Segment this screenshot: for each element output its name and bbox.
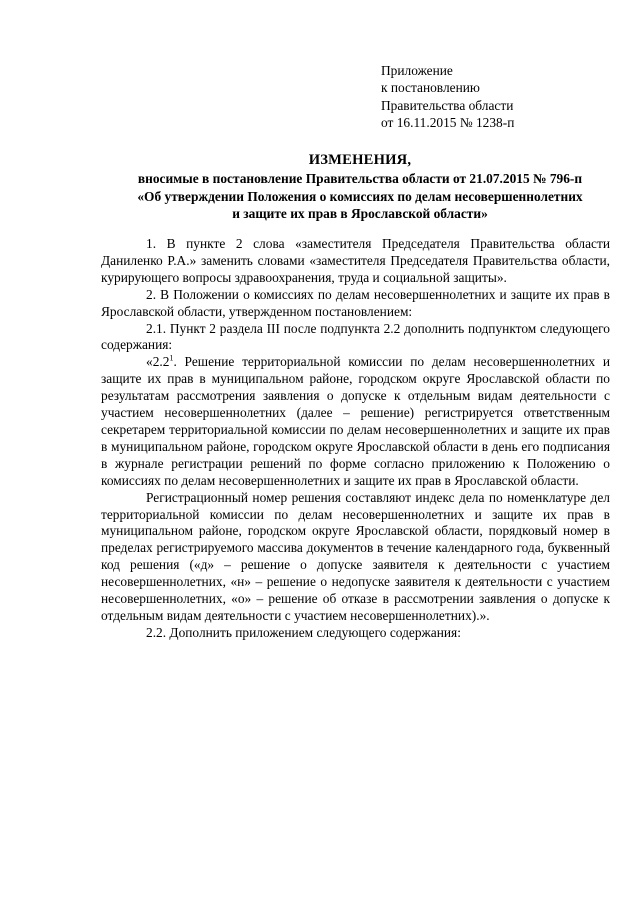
clause-text: . Решение территориальной комиссии по делам несовершеннолетних и защите их прав в муниципальном районе, городском округе Ярославской области по результатам рассмотрения заявления о допуске к отдельным видам деятельности с участием несовершеннолетних (далее – решение) регистрируется ответственным секретарем территориальной комиссии по делам несовершеннолетних и защите их прав в муниципальном районе, городском округе Ярославской области в день его подписания в журнале регистрации решений по форме согласно приложению к Положению о комиссиях по делам несовершеннолетних и защите их прав в Ярославской области. — [101, 354, 610, 488]
appendix-line-3: Правительства области — [381, 97, 514, 113]
clause-superscript: 1 — [169, 353, 174, 363]
appendix-line-4: от 16.11.2015 № 1238-п — [381, 115, 515, 131]
document-title — [100, 152, 620, 223]
paragraph-registration-number: Регистрационный номер решения составляют индекс дела по номенклатуре дел территориальной комиссии по делам несовершеннолетних и защите их прав в муниципальном районе, городском округе Ярославской области, порядковый номер в пределах регистрируемого массива документов в течение календарного года, буквенный код решения («д» – решение о допуске заявителя к деятельности с участием несовершеннолетних, «н» – решение о недопуске заявителя к деятельности с участием несовершеннолетних, «о» – решение об отказе в рассмотрении заявления о допуске к отдельным видам деятельности с участием несовершеннолетних).». — [101, 489, 610, 623]
title-heading: ИЗМЕНЕНИЯ, — [308, 152, 412, 168]
paragraph-2-2-1 — [101, 354, 610, 489]
title-line-2: «Об утверждении Положения о комиссиях по делам несовершеннолетних — [137, 188, 583, 204]
appendix-header — [381, 62, 621, 132]
paragraph-2-1: 2.1. Пункт 2 раздела III после подпункта 2.2 дополнить подпунктом следующего содержания: — [101, 320, 610, 353]
document-body — [101, 236, 610, 642]
paragraph-1: 1. В пункте 2 слова «заместителя Председателя Правительства области Даниленко Р.А.» заменить словами «заместителя Председателя Правительства области, курирующего вопросы здравоохранения, труда и социальной защиты». — [101, 236, 610, 285]
title-line-1: вносимые в постановление Правительства области от 21.07.2015 № 796-п — [137, 171, 583, 187]
paragraph-2-2: 2.2. Дополнить приложением следующего содержания: — [146, 624, 461, 640]
paragraph-2: 2. В Положении о комиссиях по делам несовершеннолетних и защите их прав в Ярославской области, утвержденном постановлением: — [101, 286, 610, 319]
clause-number: «2.2 — [146, 354, 170, 370]
appendix-line-1: Приложение — [381, 63, 453, 78]
appendix-line-2: к постановлению — [381, 80, 480, 96]
title-line-3: и защите их прав в Ярославской области» — [232, 206, 488, 222]
